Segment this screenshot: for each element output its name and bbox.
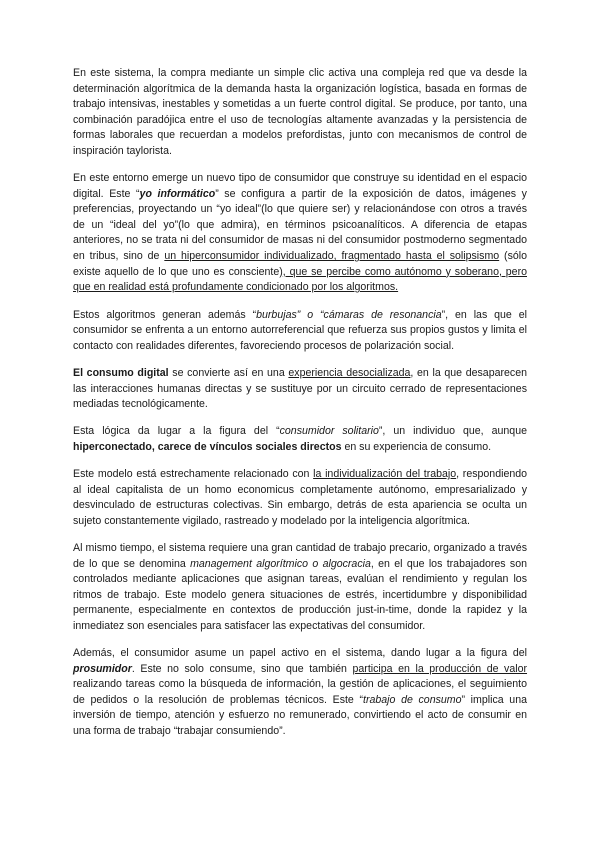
- p5-text-a: Esta lógica da lugar a la figura del “: [73, 425, 280, 438]
- p3-text-a: Estos algoritmos generan además “: [73, 308, 257, 321]
- term-trabajo-de-consumo: trabajo de consumo: [363, 693, 462, 706]
- underlined-hiperconsumidor: un hiperconsumidor individualizado, fragmentado hasta el solipsismo: [164, 250, 500, 263]
- p8-text-a: Además, el consumidor asume un papel activo en el sistema, dando lugar a la figura del: [73, 647, 527, 659]
- term-yo-informatico: yo informático: [139, 187, 216, 200]
- paragraph-6: [73, 467, 527, 529]
- term-prosumidor: prosumidor: [73, 662, 132, 675]
- term-camaras-de-resonancia: cámaras de resonancia: [323, 308, 442, 321]
- p4-text-b: se convierte así en una: [168, 367, 289, 380]
- paragraph-7: [73, 541, 527, 635]
- term-management-algoritmico: management algorítmico o algocracia: [190, 557, 371, 570]
- paragraph-3: [73, 308, 527, 355]
- p8-text-e: realizando tareas como la búsqueda de información, la gestión de aplicaciones, el seguimiento de pedidos o la resolución de problemas técnicos. Este “: [73, 678, 527, 706]
- paragraph-8: [73, 646, 527, 740]
- paragraph-1: [73, 66, 527, 160]
- p1-text: En este sistema, la compra mediante un simple clic activa una compleja red que va desde la determinación algorítmica de la demanda hasta la organización logística, basada en formas de trabajo intensivas, inestables y sometidas a un fuerte control digital. Se produce, por tanto, una combinación paradójica entre el uso de tecnologías altamente avanzadas y la persistencia de formas laborales que recuerdan a modelos prefordistas, junto con mecanismos de control de inspiración taylorista.: [73, 67, 527, 157]
- p3-text-c: ” o “: [296, 308, 324, 321]
- p7-text-a: Al mismo tiempo, el sistema requiere una gran cantidad de trabajo precario, organizado a través de lo que se denomina: [73, 541, 527, 570]
- p6-text-c: , respondiendo al ideal capitalista de un homo economicus completamente autónomo, empresarializado y desvinculado de estructuras colectivas. Sin embargo, detrás de esta apariencia se oculta un sujeto constantemente vigilado, rastreado y modelado por la inteligencia algorítmica.: [73, 468, 528, 527]
- paragraph-4: [73, 366, 527, 413]
- p8-text-c: . Este no solo consume, sino que también: [131, 662, 353, 675]
- bold-hiperconectado: hiperconectado, carece de vínculos sociales directos: [73, 440, 342, 453]
- paragraph-2: [73, 171, 527, 296]
- p3-text-e: ”, en las que el consumidor se enfrenta a un entorno autorreferencial que refuerza sus propios gustos y limita el contacto con realidades diferentes, favoreciendo procesos de polarización social.: [73, 308, 527, 352]
- paragraph-5: [73, 424, 527, 455]
- p7-text-c: , en el que los trabajadores son controlados mediante aplicaciones que asignan tareas, evalúan el rendimiento y regulan los ritmos de trabajo. Este modelo genera situaciones de estrés, incertidumbre y disponibilidad permanente, especialmente en contextos de producción just-in-time, donde la rapidez y la inmediatez son esenciales para satisfacer las expectativas del consumidor.: [73, 557, 527, 632]
- underlined-produccion-de-valor: participa en la producción de valor: [352, 662, 528, 675]
- underlined-individualizacion-del-trabajo: la individualización del trabajo: [313, 468, 457, 481]
- p8-text-g: ” implica una inversión de tiempo, atención y esfuerzo no remunerado, convirtiendo el acto de consumir en una forma de trabajo “trabajar consumiendo”.: [73, 693, 527, 737]
- p2-text-e: (sólo existe aquello de lo que uno es consciente): [73, 250, 528, 278]
- p5-text-e: en su experiencia de consumo.: [341, 440, 492, 453]
- p4-text-d: , en la que desaparecen las interacciones humanas directas y se sustituye por un circuito cerrado de representaciones mediadas tecnológicamente.: [73, 367, 527, 411]
- p6-text-a: Este modelo está estrechamente relacionado con: [73, 468, 314, 481]
- underlined-condicionado: , que se percibe como autónomo y soberano, pero que en realidad está profundamente condicionado por los algoritmos.: [73, 265, 527, 294]
- term-burbujas: burbujas: [256, 308, 297, 321]
- underlined-experiencia-desocializada: experiencia desocializada: [288, 367, 411, 380]
- term-consumidor-solitario: consumidor solitario: [279, 425, 379, 438]
- p5-text-c: ”, un individuo que, aunque: [378, 425, 527, 438]
- p2-text-a: En este entorno emerge un nuevo tipo de consumidor que construye su identidad en el espacio digital. Este “: [73, 172, 527, 200]
- term-consumo-digital: El consumo digital: [73, 367, 169, 380]
- p2-text-c: ” se configura a partir de la exposición de datos, imágenes y preferencias, proyectando un “yo ideal”(lo que quiere ser) y relacionándose con otros a través de un “ideal del yo”(lo que admira), en términos psicoanalíticos. A diferencia de etapas anteriores, no se trata ni del consumidor de masas ni del consumidor postmoderno segmentado en tribus, sino de: [73, 187, 527, 263]
